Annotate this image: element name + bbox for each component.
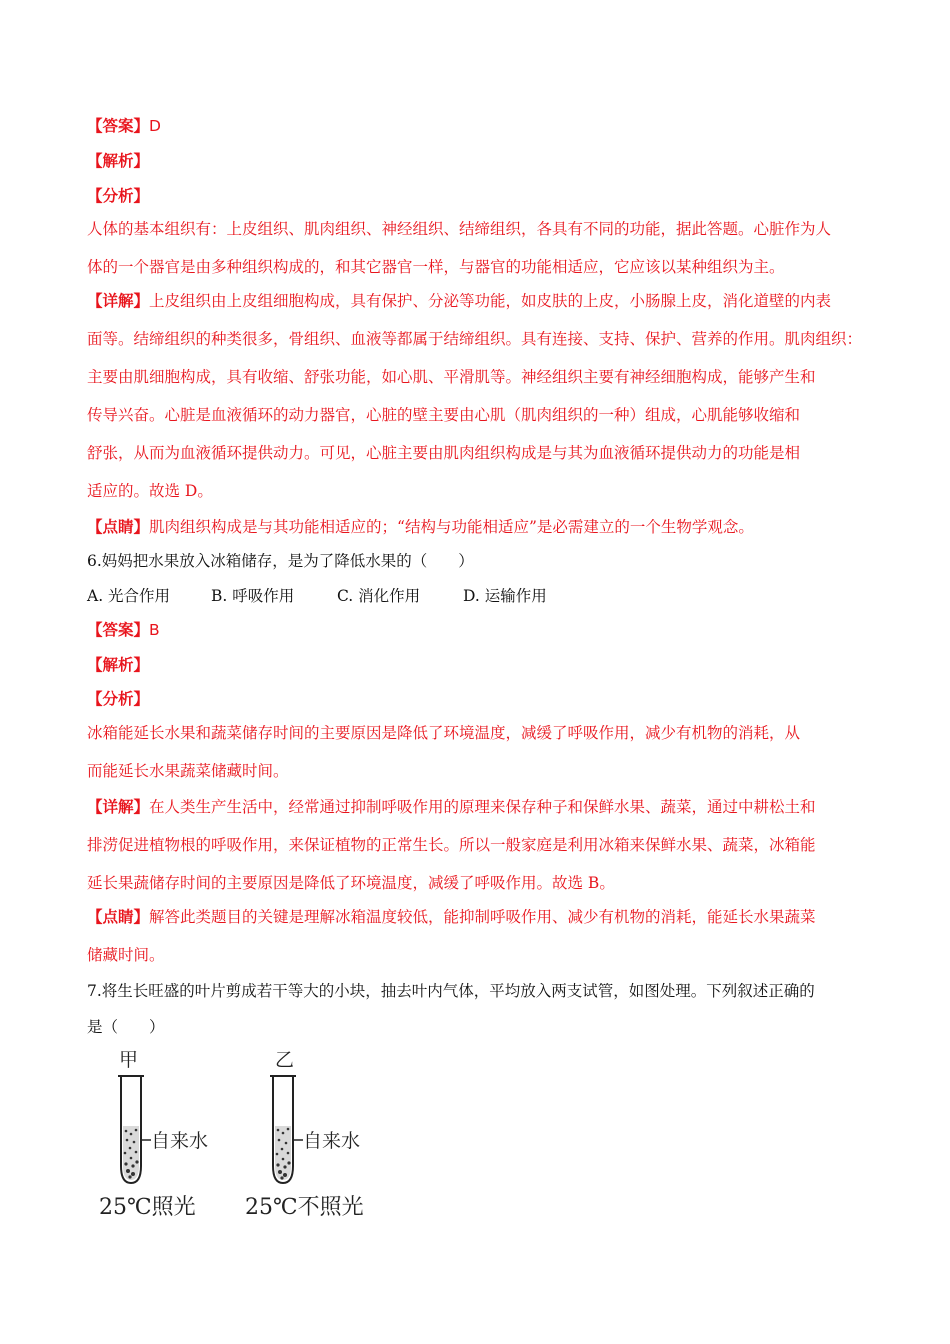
q5-dianjing-tag: 【点睛】: [87, 517, 150, 536]
q6-question: 6.妈妈把水果放入冰箱储存，是为了降低水果的（ ）: [87, 552, 474, 570]
test-tube-a: [118, 1076, 151, 1183]
q6-dianjing-text-1: 解答此类题目的关键是理解冰箱温度较低，能抑制呼吸作用、减少有机物的消耗，能延长水果蔬菜: [149, 908, 816, 926]
q5-xiangjie-text-2: 面等。结缔组织的种类很多，骨组织、血液等都属于结缔组织。具有连接、支持、保护、营养的作用。肌肉组织：: [87, 330, 863, 348]
q7-question-2: 是（ ）: [87, 1018, 165, 1036]
q5-answer-value: D: [149, 117, 161, 135]
q6-option-c: C. 消化作用: [337, 587, 421, 605]
q6-answer-value: B: [149, 621, 160, 639]
q5-xiangjie-text-1: 上皮组织由上皮组细胞构成，具有保护、分泌等功能，如皮肤的上皮，小肠腺上皮，消化道壁的内表: [149, 292, 832, 310]
q6-dianjing-line: [87, 906, 816, 928]
q6-dianjing-text-2: 储藏时间。: [87, 946, 165, 964]
tube-b-label: 乙: [275, 1049, 295, 1071]
q5-xiangjie-tag: 【详解】: [87, 291, 150, 310]
tube-a-caption: 25℃照光: [99, 1195, 196, 1220]
q7-figure-svg: [95, 1048, 385, 1228]
q5-fenxi-tag-line: [87, 185, 149, 207]
q6-option-d: D. 运输作用: [463, 587, 547, 605]
tube-b-liquid-label: 自来水: [303, 1130, 361, 1152]
q5-analysis-line: [87, 150, 149, 172]
q7-figure: [95, 1048, 385, 1228]
q5-xiangjie-text-5: 舒张，从而为血液循环提供动力。可见，心脏主要由肌肉组织构成是与其为血液循环提供动力的功能是相: [87, 444, 801, 462]
tube-a-label: 甲: [119, 1049, 139, 1071]
q5-xiangjie-line-1: [87, 290, 831, 312]
q5-xiangjie-text-6: 适应的。故选 D。: [87, 482, 213, 500]
tube-b-caption: 25℃不照光: [245, 1195, 364, 1220]
q6-fenxi-tag-line: [87, 688, 149, 710]
q5-fenxi-text-2: 体的一个器官是由多种组织构成的，和其它器官一样，与器官的功能相适应，它应该以某种组织为主。: [87, 258, 785, 276]
q6-option-b: B. 呼吸作用: [211, 587, 295, 605]
q6-xiangjie-text-2: 排涝促进植物根的呼吸作用，来保证植物的正常生长。所以一般家庭是利用冰箱来保鲜水果、蔬菜，冰箱能: [87, 836, 816, 854]
q6-options: [87, 585, 547, 607]
q5-xiangjie-text-4: 传导兴奋。心脏是血液循环的动力器官，心脏的壁主要由心肌（肌肉组织的一种）组成，心肌能够收缩和: [87, 406, 801, 424]
q6-xiangjie-text-3: 延长果蔬储存时间的主要原因是降低了环境温度，减缓了呼吸作用。故选 B。: [87, 874, 615, 892]
q5-answer-line: [87, 115, 161, 137]
q6-fenxi-tag: 【分析】: [87, 689, 150, 708]
q6-analysis-line: [87, 654, 149, 676]
tube-a-liquid-label: 自来水: [151, 1130, 209, 1152]
q5-answer-tag: 【答案】: [87, 116, 150, 135]
q6-xiangjie-tag: 【详解】: [87, 797, 150, 816]
q5-dianjing-text: 肌肉组织构成是与其功能相适应的；“结构与功能相适应”是必需建立的一个生物学观念。: [149, 518, 754, 536]
q5-fenxi-tag: 【分析】: [87, 186, 150, 205]
q7-question-1: 7.将生长旺盛的叶片剪成若干等大的小块，抽去叶内气体，平均放入两支试管，如图处理。下列叙述正确的: [87, 982, 815, 1000]
q6-fenxi-text-1: 冰箱能延长水果和蔬菜储存时间的主要原因是降低了环境温度，减缓了呼吸作用，减少有机物的消耗，从: [87, 724, 801, 742]
q5-xiangjie-text-3: 主要由肌细胞构成，具有收缩、舒张功能，如心肌、平滑肌等。神经组织主要有神经细胞构成，能够产生和: [87, 368, 816, 386]
q6-option-a: A. 光合作用: [87, 587, 171, 605]
q6-dianjing-tag: 【点睛】: [87, 907, 150, 926]
q5-dianjing-line: [87, 516, 754, 538]
q6-answer-tag: 【答案】: [87, 620, 150, 639]
q5-analysis-tag: 【解析】: [87, 151, 150, 170]
q6-answer-line: [87, 619, 160, 641]
q6-fenxi-text-2: 而能延长水果蔬菜储藏时间。: [87, 762, 289, 780]
q6-analysis-tag: 【解析】: [87, 655, 150, 674]
q6-xiangjie-text-1: 在人类生产生活中，经常通过抑制呼吸作用的原理来保存种子和保鲜水果、蔬菜，通过中耕松土和: [149, 798, 816, 816]
test-tube-b: [270, 1076, 303, 1183]
q5-fenxi-text-1: 人体的基本组织有：上皮组织、肌肉组织、神经组织、结缔组织，各具有不同的功能，据此答题。心脏作为人: [87, 220, 832, 238]
q6-xiangjie-line-1: [87, 796, 816, 818]
